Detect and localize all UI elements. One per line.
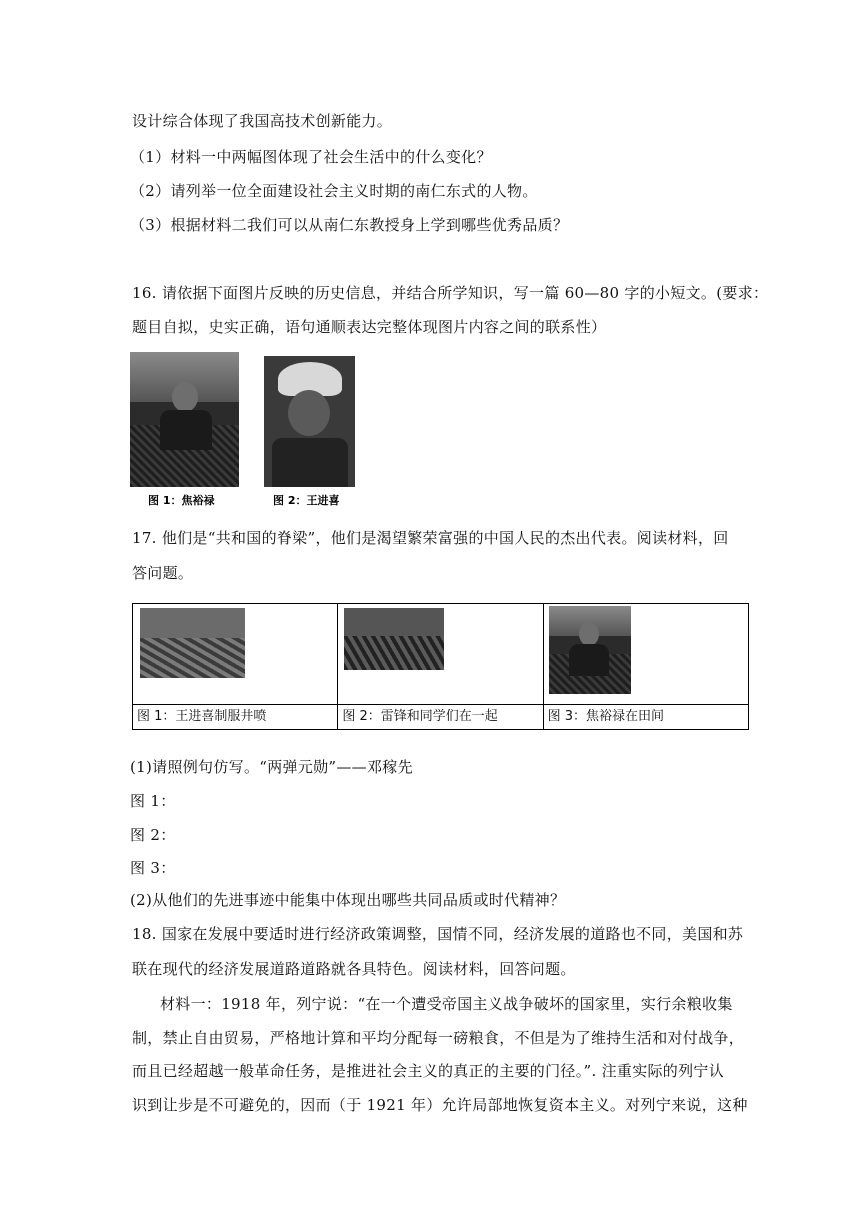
table-caption: 图 3：焦裕禄在田间 xyxy=(547,709,665,724)
photo-lei-feng-classmates xyxy=(344,608,444,670)
q18-prompt-line2: 联在现代的经济发展道路道路就各具特色。阅读材料，回答问题。 xyxy=(132,960,576,978)
material-line: 识到让步是不可避免的，因而（于 1921 年）允许局部地恢复资本主义。对列宁来说，这种 xyxy=(132,1096,748,1114)
answer-line: 图 1： xyxy=(130,792,176,810)
answer-line: 图 2： xyxy=(130,826,176,844)
q17-figure-table xyxy=(132,603,749,730)
q17-subquestion-2: (2)从他们的先进事迹中能集中体现出哪些共同品质或时代精神？ xyxy=(130,891,566,909)
table-caption: 图 2：雷锋和同学们在一起 xyxy=(342,709,498,724)
question-item: （1）材料一中两幅图体现了社会生活中的什么变化？ xyxy=(130,148,492,166)
question-item: （3）根据材料二我们可以从南仁东教授身上学到哪些优秀品质？ xyxy=(130,216,569,234)
material-line: 制，禁止自由贸易，严格地计算和平均分配每一磅粮食，不但是为了维持生活和对付战争， xyxy=(132,1029,745,1047)
q16-prompt-line2: 题目自拟，史实正确，语句通顺表达完整体现图片内容之间的联系性） xyxy=(132,318,607,336)
photo-jiao-yulu xyxy=(130,352,239,487)
photo-jiao-yulu-field xyxy=(549,606,631,694)
q17-subquestion-1: (1)请照例句仿写。“两弹元勋”——邓稼先 xyxy=(130,758,413,776)
material-line: 而且已经超越一般革命任务，是推进社会主义的真正的主要的门径。”. 注重实际的列宁认 xyxy=(132,1062,725,1080)
question-item: （2）请列举一位全面建设社会主义时期的南仁东式的人物。 xyxy=(130,182,538,200)
photo-wang-jinxi-blowout xyxy=(140,608,245,678)
q17-prompt-line2: 答问题。 xyxy=(132,564,194,582)
figure-caption: 图 2：王进喜 xyxy=(273,494,340,507)
text-line: 设计综合体现了我国高技术创新能力。 xyxy=(132,112,393,130)
q16-prompt-line1: 16. 请依据下面图片反映的历史信息，并结合所学知识，写一篇 60—80 字的小短文。(要求： xyxy=(132,284,769,302)
q17-prompt-line1: 17. 他们是“共和国的脊梁”，他们是渴望繁荣富强的中国人民的杰出代表。阅读材料，回 xyxy=(132,529,729,547)
table-caption: 图 1：王进喜制服井喷 xyxy=(137,709,267,724)
figure-caption: 图 1：焦裕禄 xyxy=(148,494,215,507)
material-line: 材料一：1918 年，列宁说：“在一个遭受帝国主义战争破坏的国家里，实行余粮收集 xyxy=(160,995,733,1013)
answer-line: 图 3： xyxy=(130,859,176,877)
photo-wang-jinxi xyxy=(264,356,355,487)
q18-prompt-line1: 18. 国家在发展中要适时进行经济政策调整，国情不同，经济发展的道路也不同，美国和苏 xyxy=(132,925,744,943)
